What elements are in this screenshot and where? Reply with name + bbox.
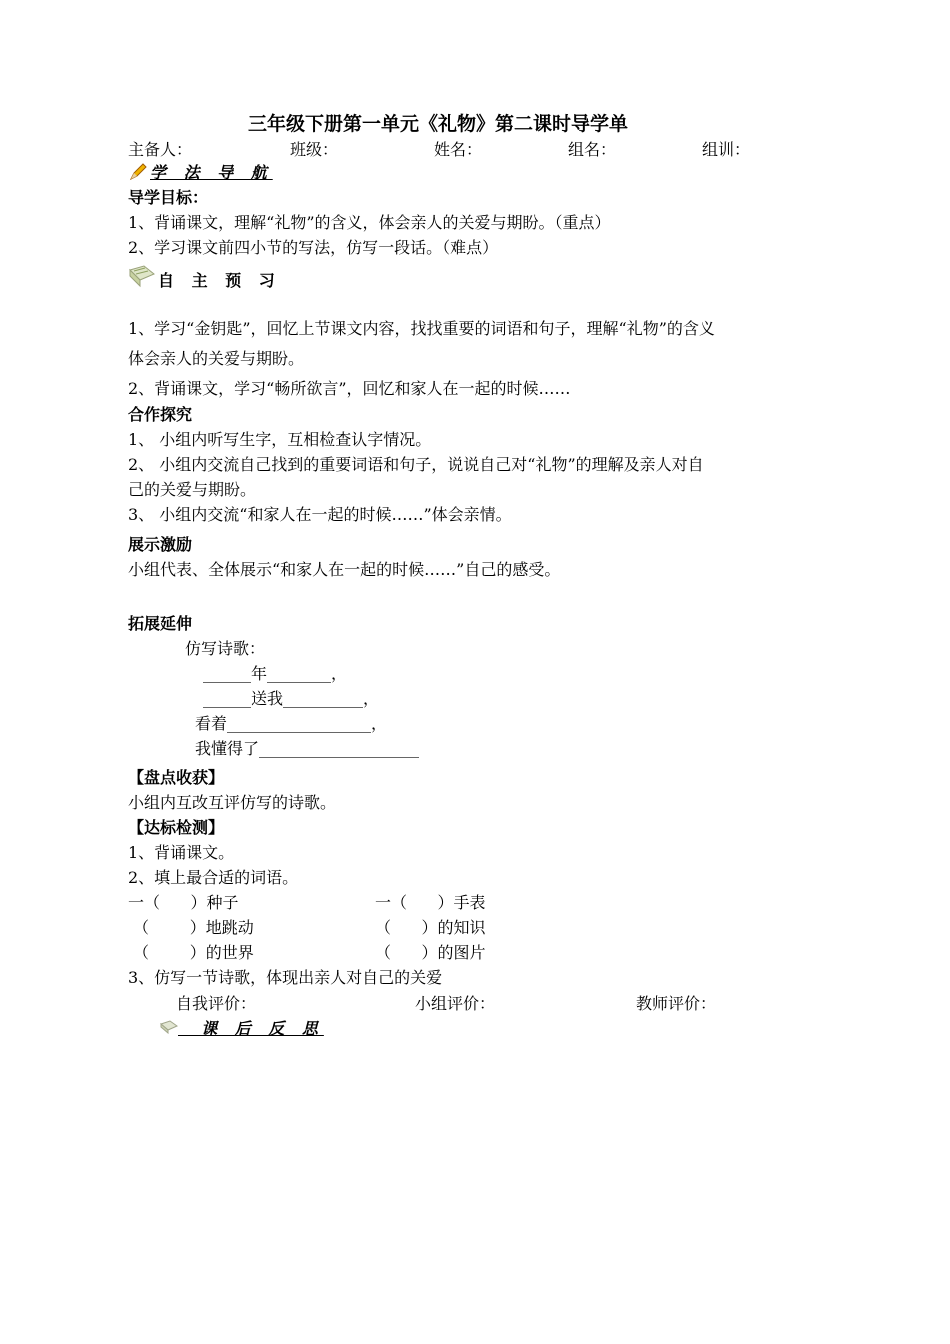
goals-heading: 导学目标：: [128, 188, 209, 207]
pencil-icon: [128, 162, 148, 182]
poem-intro: 仿写诗歌：: [185, 639, 266, 658]
preview-heading: 自 主 预 习: [158, 271, 281, 290]
test-item: 2、填上最合适的词语。: [128, 868, 299, 887]
fill-blank: （ ）的世界: [133, 943, 254, 962]
eval-self: 自我评价：: [176, 994, 257, 1013]
method-nav-heading: 学 法 导 航: [150, 163, 273, 182]
coop-item: 1、 小组内听写生字，互相检查认字情况。: [128, 430, 432, 449]
test-heading: 【达标检测】: [128, 818, 225, 837]
coop-item: 3、 小组内交流“和家人在一起的时候……”体会亲情。: [128, 505, 512, 524]
field-class: 班级：: [290, 140, 339, 159]
harvest-heading: 【盘点收获】: [128, 768, 225, 787]
book-icon: [160, 1020, 178, 1034]
harvest-text: 小组内互改互评仿写的诗歌。: [128, 793, 337, 812]
preview-item: 1、学习“金钥匙”，回忆上节课文内容，找找重要的词语和句子，理解“礼物”的含义: [128, 319, 715, 338]
poem-line: 我懂得了____________________: [195, 739, 420, 758]
field-motto: 组训：: [702, 140, 751, 159]
poem-line: ______送我__________，: [203, 689, 380, 708]
coop-heading: 合作探究: [128, 405, 193, 424]
goal-item: 2、学习课文前四小节的写法，仿写一段话。（难点）: [128, 238, 499, 257]
fill-blank: 一（ ）种子: [128, 893, 239, 912]
goal-item: 1、背诵课文，理解“礼物”的含义，体会亲人的关爱与期盼。（重点）: [128, 213, 611, 232]
fill-blank: （ ）的图片: [375, 943, 486, 962]
fill-blank: 一（ ）手表: [375, 893, 486, 912]
reflect-heading: 课 后 反 思: [178, 1019, 324, 1038]
field-preparer: 主备人：: [128, 140, 193, 159]
eval-group: 小组评价：: [415, 994, 496, 1013]
extend-heading: 拓展延伸: [128, 614, 193, 633]
document-title: 三年级下册第一单元《礼物》第二课时导学单: [248, 113, 629, 135]
test-item: 1、背诵课文。: [128, 843, 235, 862]
book-icon: [128, 264, 156, 288]
eval-teacher: 教师评价：: [636, 994, 717, 1013]
fill-blank: （ ）的知识: [375, 918, 486, 937]
show-heading: 展示激励: [128, 535, 193, 554]
fill-blank: （ ）地跳动: [133, 918, 254, 937]
preview-item: 体会亲人的关爱与期盼。: [128, 349, 305, 368]
show-text: 小组代表、全体展示“和家人在一起的时候……”自己的感受。: [128, 560, 561, 579]
coop-item: 2、 小组内交流自己找到的重要词语和句子，说说自己对“礼物”的理解及亲人对自: [128, 455, 704, 474]
poem-line: ______年________，: [203, 664, 348, 683]
poem-line: 看着__________________，: [195, 714, 388, 733]
test-item: 3、仿写一节诗歌，体现出亲人对自己的关爱: [128, 968, 443, 987]
preview-item: 2、背诵课文，学习“畅所欲言”，回忆和家人在一起的时候……: [128, 379, 571, 398]
field-name: 姓名：: [434, 140, 483, 159]
coop-item: 己的关爱与期盼。: [128, 480, 257, 499]
field-group: 组名：: [568, 140, 617, 159]
